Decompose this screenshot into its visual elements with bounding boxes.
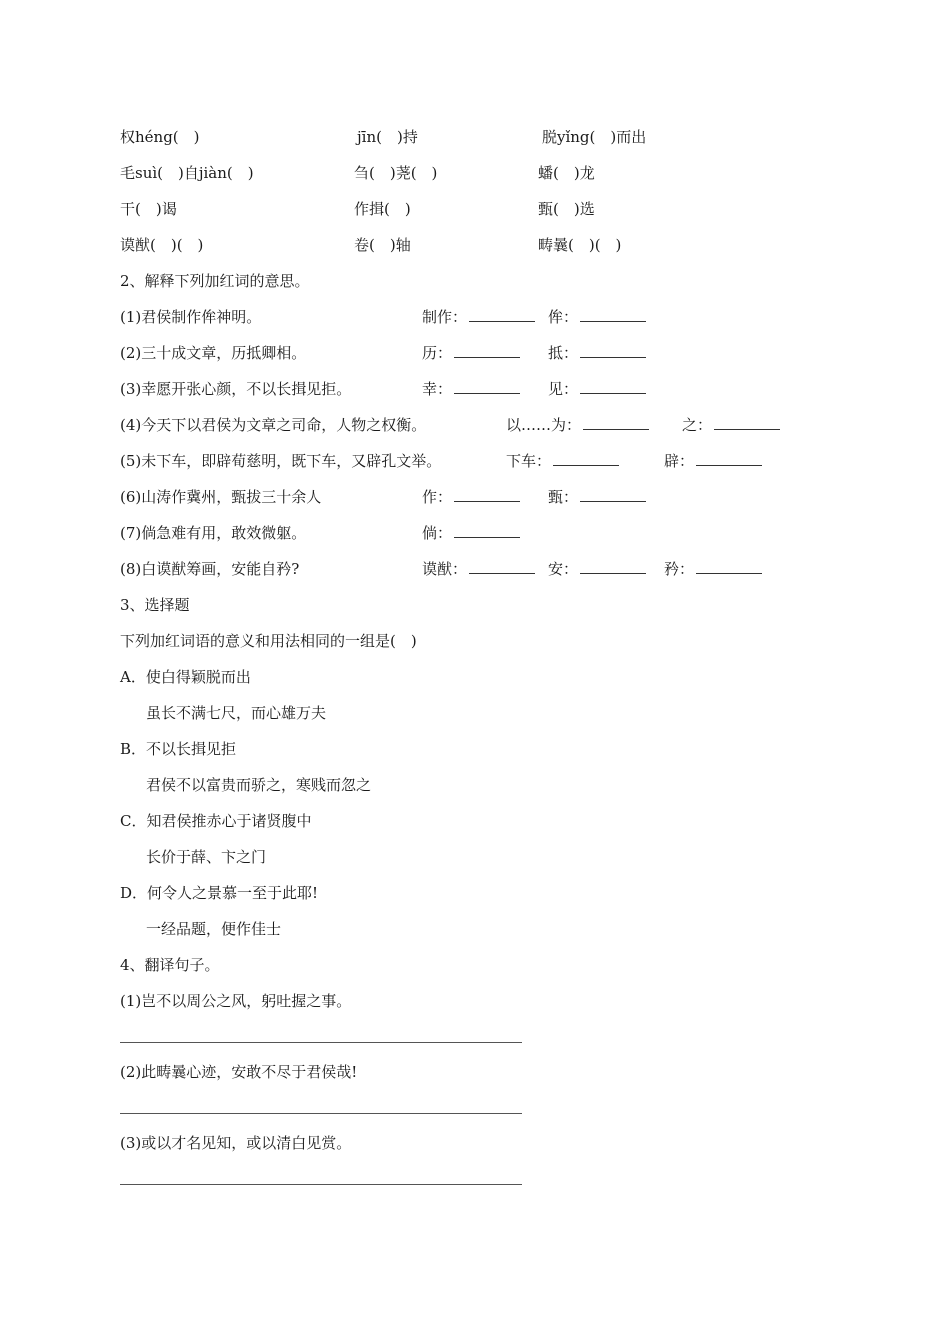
- answer-blank[interactable]: [454, 377, 520, 394]
- pinyin-item: 谟猷( )( ): [120, 236, 204, 254]
- q2-term: [506, 449, 619, 473]
- q2-term: [422, 485, 520, 509]
- answer-blank[interactable]: [553, 449, 619, 466]
- q2-term-label: 谟猷：: [422, 560, 468, 578]
- q2-term: [548, 305, 646, 329]
- answer-blank[interactable]: [714, 413, 780, 430]
- answer-line[interactable]: [120, 1042, 522, 1043]
- q2-term-label: 安：: [548, 560, 579, 578]
- answer-blank[interactable]: [454, 341, 520, 358]
- pinyin-item: 毛suì( )自jiàn( ): [120, 164, 254, 182]
- q2-term: [506, 413, 649, 437]
- pinyin-item: 畴曩( )( ): [538, 236, 622, 254]
- q2-term: [548, 485, 646, 509]
- q2-term: [422, 557, 535, 581]
- answer-blank[interactable]: [583, 413, 649, 430]
- q2-term-label: 制作：: [422, 308, 468, 326]
- q2-sentence: (1)君侯制作侔神明。: [120, 308, 262, 326]
- pinyin-item: 权héng( ): [120, 128, 200, 146]
- q2-sentence: (6)山涛作冀州，甄拔三十余人: [120, 488, 322, 506]
- q2-term-label: 抵：: [548, 344, 579, 362]
- pinyin-row: [0, 161, 950, 185]
- answer-blank[interactable]: [696, 449, 762, 466]
- q2-term-label: 之：: [682, 416, 713, 434]
- pinyin-item: 蟠( )龙: [538, 164, 595, 182]
- q2-term-label: 矜：: [664, 560, 695, 578]
- q2-sentence: (2)三十成文章，历抵卿相。: [120, 344, 307, 362]
- q2-term: [664, 557, 762, 581]
- option-c-second: 长价于薛、卞之门: [146, 848, 267, 866]
- question-2-title: 2、解释下列加红词的意思。: [120, 272, 310, 290]
- pinyin-item: jīn( )持: [357, 128, 418, 146]
- question-4-title: 4、翻译句子。: [120, 956, 220, 974]
- q2-sentence: (8)白谟猷筹画，安能自矜?: [120, 560, 300, 578]
- answer-line[interactable]: [120, 1113, 522, 1114]
- answer-blank[interactable]: [580, 485, 646, 502]
- question-3-stem: 下列加红词语的意义和用法相同的一组是( ): [120, 632, 417, 650]
- q2-term: [682, 413, 780, 437]
- option-a[interactable]: A．使白得颖脱而出: [120, 668, 251, 686]
- answer-blank[interactable]: [696, 557, 762, 574]
- q2-item: [0, 341, 950, 365]
- q2-term: [422, 341, 520, 365]
- q2-term: [548, 377, 646, 401]
- q2-term-label: 历：: [422, 344, 453, 362]
- q2-term: [548, 557, 646, 581]
- pinyin-item: 卷( )轴: [354, 236, 411, 254]
- q2-sentence: (3)幸愿开张心颜，不以长揖见拒。: [120, 380, 352, 398]
- pinyin-item: 刍( )荛( ): [354, 164, 438, 182]
- answer-blank[interactable]: [580, 557, 646, 574]
- option-a-second: 虽长不满七尺，而心雄万夫: [146, 704, 327, 722]
- pinyin-row: [0, 197, 950, 221]
- q4-sentence: (2)此畴曩心迹，安敢不尽于君侯哉!: [120, 1063, 358, 1081]
- answer-blank[interactable]: [580, 377, 646, 394]
- answer-blank[interactable]: [580, 341, 646, 358]
- pinyin-row: [0, 233, 950, 257]
- q2-sentence: (5)未下车，即辟荀慈明，既下车，又辟孔文举。: [120, 452, 442, 470]
- q2-sentence: (7)倘急难有用，敢效微躯。: [120, 524, 307, 542]
- q2-term-label: 见：: [548, 380, 579, 398]
- q2-term-label: 以……为：: [506, 416, 582, 434]
- answer-blank[interactable]: [469, 305, 535, 322]
- pinyin-item: 甄( )选: [538, 200, 595, 218]
- option-d-second: 一经品题，便作佳士: [146, 920, 282, 938]
- answer-blank[interactable]: [469, 557, 535, 574]
- q2-term-label: 下车：: [506, 452, 552, 470]
- q4-sentence: (3)或以才名见知，或以清白见赏。: [120, 1134, 352, 1152]
- q2-item: [0, 377, 950, 401]
- q2-term-label: 幸：: [422, 380, 453, 398]
- answer-blank[interactable]: [454, 485, 520, 502]
- option-b-second: 君侯不以富贵而骄之，寒贱而忽之: [146, 776, 372, 794]
- q2-item: [0, 305, 950, 329]
- q4-sentence: (1)岂不以周公之风，躬吐握之事。: [120, 992, 352, 1010]
- q2-sentence: (4)今天下以君侯为文章之司命，人物之权衡。: [120, 416, 427, 434]
- q2-term: [422, 377, 520, 401]
- q2-term: [664, 449, 762, 473]
- answer-line[interactable]: [120, 1184, 522, 1185]
- q2-term-label: 辟：: [664, 452, 695, 470]
- question-3-title: 3、选择题: [120, 596, 190, 614]
- option-c[interactable]: C．知君侯推赤心于诸贤腹中: [120, 812, 312, 830]
- q2-item: [0, 449, 950, 473]
- q2-term: [422, 305, 535, 329]
- option-b[interactable]: B．不以长揖见拒: [120, 740, 237, 758]
- answer-blank[interactable]: [580, 305, 646, 322]
- q2-term-label: 侔：: [548, 308, 579, 326]
- q2-term-label: 倘：: [422, 524, 453, 542]
- q2-term-label: 甄：: [548, 488, 579, 506]
- q2-item: [0, 521, 950, 545]
- pinyin-item: 作揖( ): [354, 200, 411, 218]
- q2-term-label: 作：: [422, 488, 453, 506]
- q2-item: [0, 557, 950, 581]
- q2-item: [0, 413, 950, 437]
- answer-blank[interactable]: [454, 521, 520, 538]
- pinyin-item: 干( )谒: [120, 200, 177, 218]
- q2-term: [548, 341, 646, 365]
- pinyin-item: 脱yǐng( )而出: [542, 128, 647, 146]
- q2-term: [422, 521, 520, 545]
- option-d[interactable]: D．何令人之景慕一至于此耶!: [120, 884, 319, 902]
- pinyin-row: [0, 125, 950, 149]
- q2-item: [0, 485, 950, 509]
